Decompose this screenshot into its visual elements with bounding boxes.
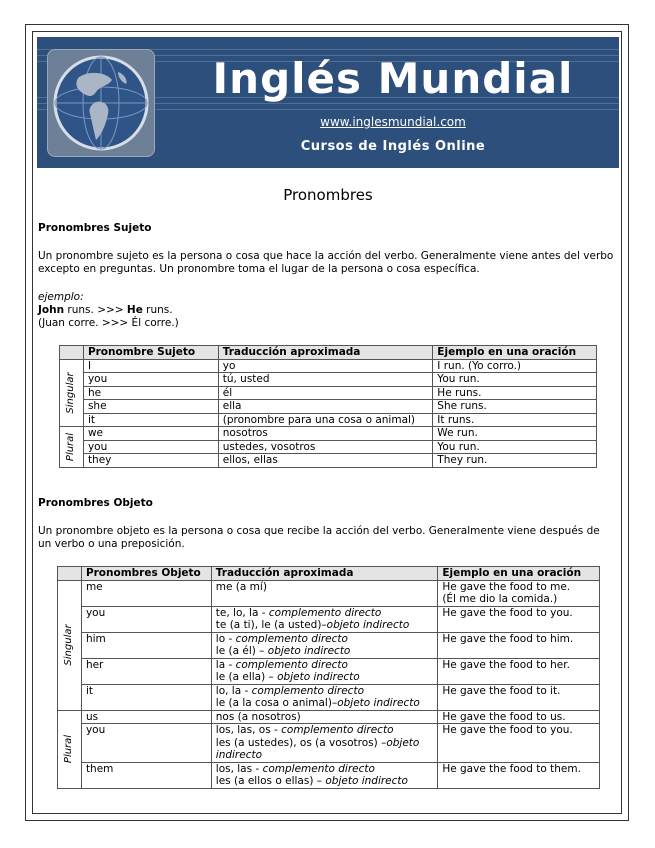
column-header: Traducción aproximada [211,567,438,581]
translation-cell [211,684,438,710]
translation-line: los, las - complemento directo [215,762,375,775]
table-row [60,454,597,468]
translation-line: te (a ti), le (a usted)–objeto indirecto [215,619,410,631]
table-cell: tú, usted [218,373,433,387]
object-pronoun-table [57,566,600,789]
table-cell: You run. [433,440,597,454]
translation-cell [211,658,438,684]
table-cell: they [83,454,218,468]
pronoun-cell: him [81,632,211,658]
example-cell: He gave the food to us. [438,710,600,724]
translation-cell [211,724,438,763]
table-row [58,606,600,632]
subject-pronoun-table [59,345,597,468]
subject-heading: Pronombres Sujeto [38,222,152,234]
translation-line: le (a ella) – objeto indirecto [215,671,360,683]
translation-line: la - complemento directo [215,658,348,671]
example-english: John runs. >>> He runs. [38,304,173,316]
table-cell: it [83,413,218,427]
table-cell: ella [218,400,433,414]
example-cell: He gave the food to it. [438,684,600,710]
table-cell: They run. [433,454,597,468]
table-cell: él [218,386,433,400]
table-cell: We run. [433,427,597,441]
group-label: Singular [60,359,84,427]
table-cell: you [83,373,218,387]
translation-line: me (a mí) [215,580,267,593]
site-url-link[interactable]: www.inglesmundial.com [320,115,466,129]
table-row [60,413,597,427]
translation-line: le (a él) – objeto indirecto [215,645,351,657]
translation-line: los, las, os - complemento directo [215,724,394,736]
group-label: Singular [58,580,82,710]
header-banner [37,37,619,168]
table-cell: I run. (Yo corro.) [433,359,597,373]
table-cell: she [83,400,218,414]
example-cell: He gave the food to her. [438,658,600,684]
pronoun-cell: it [81,684,211,710]
table-row [58,632,600,658]
table-row [58,710,600,724]
example-cell: He gave the food to me. (Él me dio la comida.) [438,580,600,606]
pronoun-cell: them [81,762,211,788]
translation-cell [211,710,438,724]
example-cell: He gave the food to you. [438,606,600,632]
table-cell: he [83,386,218,400]
table-row [60,386,597,400]
table-row [60,359,597,373]
table-cell: It runs. [433,413,597,427]
table-cell: He runs. [433,386,597,400]
column-header: Traducción aproximada [218,346,433,360]
example-block [38,291,179,330]
table-row [58,580,600,606]
example-cell: He gave the food to them. [438,762,600,788]
table-cell: nosotros [218,427,433,441]
column-header: Pronombres Objeto [81,567,211,581]
table-corner [58,567,82,581]
column-header: Pronombre Sujeto [83,346,218,360]
object-heading: Pronombres Objeto [38,497,153,509]
table-row [60,427,597,441]
translation-line: les (a ustedes), os (a vosotros) –objeto indirecto [215,736,420,761]
translation-cell [211,762,438,788]
table-row [58,658,600,684]
group-label: Plural [58,710,82,788]
table-row [58,762,600,788]
table-row [60,373,597,387]
translation-line: lo - complemento directo [215,632,348,645]
site-subtitle: Cursos de Inglés Online [300,139,486,154]
column-header: Ejemplo en una oración [438,567,600,581]
table-cell: yo [218,359,433,373]
table-cell: I [83,359,218,373]
table-corner [60,346,84,360]
example-cell: He gave the food to you. [438,724,600,763]
example-label: ejemplo: [38,291,84,303]
table-cell: You run. [433,373,597,387]
table-row [60,440,597,454]
example-spanish: (Juan corre. >>> Él corre.) [38,317,179,329]
table-cell: we [83,427,218,441]
pronoun-cell: me [81,580,211,606]
translation-line: te, lo, la - complemento directo [215,606,382,619]
translation-line: les (a ellos o ellas) – objeto indirecto [215,775,408,787]
translation-line: lo, la - complemento directo [215,684,364,697]
table-cell: you [83,440,218,454]
translation-cell [211,632,438,658]
subject-paragraph: Un pronombre sujeto es la persona o cosa que hace la acción del verbo. Generalmente viene antes del verbo excepto en preguntas. Un pronombre toma el lugar de la persona o cosa específica. [38,250,614,275]
object-paragraph: Un pronombre objeto es la persona o cosa que recibe la acción del verbo. Generalmente viene después de un verbo o una preposición. [38,525,600,550]
table-cell: She runs. [433,400,597,414]
globe-logo-icon [47,49,155,157]
translation-cell [211,580,438,606]
table-row [58,684,600,710]
translation-line: le (a la cosa o animal)–objeto indirecto [215,697,420,709]
example-cell: He gave the food to him. [438,632,600,658]
pronoun-cell: us [81,710,211,724]
column-header: Ejemplo en una oración [433,346,597,360]
pronoun-cell: you [81,724,211,763]
page-title: Pronombres [283,186,373,204]
group-label: Plural [60,427,84,468]
table-row [60,400,597,414]
translation-line: nos (a nosotros) [215,710,301,723]
translation-cell [211,606,438,632]
table-row [58,724,600,763]
table-cell: ustedes, vosotros [218,440,433,454]
site-title: Inglés Mundial [212,54,574,103]
pronoun-cell: you [81,606,211,632]
table-cell: (pronombre para una cosa o animal) [218,413,433,427]
table-cell: ellos, ellas [218,454,433,468]
pronoun-cell: her [81,658,211,684]
